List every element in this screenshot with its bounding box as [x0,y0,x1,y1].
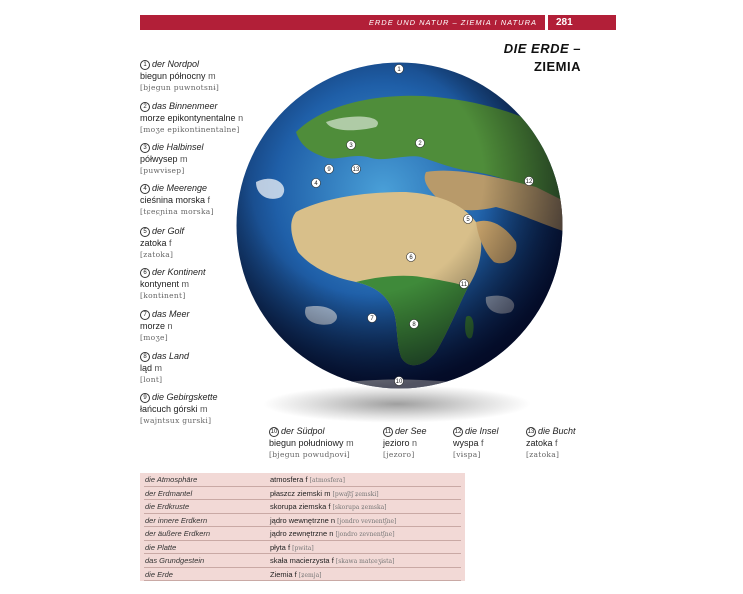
german-term: der Golf [152,226,185,236]
entry-number: 8 [140,352,150,362]
german-term: die Halbinsel [152,142,204,152]
gender-tag: n [412,437,418,448]
polish-line [269,438,354,450]
pronunciation: [vɨspa] [453,450,481,459]
german-line [140,226,184,238]
vocab-entry [453,426,499,461]
svg-text:10: 10 [395,379,403,385]
marker-8 [410,320,419,329]
polish-term: morze epikontynentalne [140,112,236,123]
german-term: die Erdkruste [145,502,190,511]
german-term: die Erde [145,569,173,579]
vocab-entry [140,309,190,344]
page-number: 281 [548,15,616,30]
gender-tag: m [180,153,188,164]
pronunciation: [puwvɨsep] [140,166,185,175]
german-term: die Gebirgskette [152,392,218,402]
german-term: die Meerenge [152,183,208,193]
marker-7 [368,314,377,323]
entry-number: 13 [527,429,535,435]
entry-number: 6 [140,268,150,278]
german-line [383,426,427,438]
table-row [140,514,465,528]
gender-tag: m [208,70,216,81]
entry-number: 9 [140,393,150,403]
gender-tag: f [481,437,484,448]
svg-text:4: 4 [314,181,318,187]
vocab-entry [140,392,218,427]
gender-tag: f [169,237,172,248]
pronunciation: [jondro vevnentʃne] [337,517,397,525]
entry-number: 5 [140,227,150,237]
gender-tag: n [330,515,336,525]
pronunciation: [jondro zevnentʃne] [335,531,395,538]
svg-text:7: 7 [370,316,374,322]
german-line [140,101,243,113]
polish-term: jezioro [383,437,410,448]
polish-term: Ziemia [270,569,293,579]
pronunciation: [ʑemja] [298,571,322,579]
german-term: der Erdmantel [145,488,193,498]
polish-line [140,195,214,207]
gender-tag: n [329,529,334,538]
gender-tag: f [305,475,308,484]
pronunciation: [skorupa ʑemska] [332,504,387,511]
german-term: der innere Erdkern [145,515,208,525]
pronunciation: [tɕeɕɲina morska] [140,207,214,216]
table-row [140,500,465,514]
gender-tag: m [181,278,190,289]
entry-number: 2 [140,102,150,112]
vocab-entry [140,351,189,386]
pronunciation: [bjegun powudɲovɨ] [269,450,351,459]
svg-text:12: 12 [525,179,533,185]
german-line [526,426,576,438]
german-term: die Platte [145,542,177,552]
entry-number: 1 [140,60,150,70]
polish-line [453,438,499,450]
entry-number: 11 [384,429,392,435]
marker-6 [407,253,416,262]
svg-text:11: 11 [460,282,468,288]
polish-term: morze [140,320,166,331]
polish-term: płaszcz ziemski [270,488,323,498]
polish-line [140,279,206,291]
german-term: das Meer [152,309,190,319]
vocab-table [140,473,465,581]
pronunciation: [zatoka] [526,450,560,459]
german-term: der Nordpol [152,59,200,69]
title-polish: ZIEMIA [533,59,581,74]
gender-tag: m [324,488,331,498]
pronunciation: [wajntsux gurski] [140,416,212,425]
title-german: DIE ERDE – [503,41,581,56]
svg-text:6: 6 [409,255,413,261]
polish-term: jądro zewnętrzne [270,529,328,538]
polish-term: łańcuch górski [140,403,198,414]
globe-shadow [262,385,532,423]
vocab-entry [140,59,219,94]
vocab-entry [526,426,576,461]
vocab-entry [140,226,184,261]
polish-term: skorupa ziemska [270,502,327,511]
german-term: der Kontinent [152,267,206,277]
table-row [140,554,465,568]
svg-text:9: 9 [327,167,331,173]
svg-text:1: 1 [397,67,401,73]
german-term: der äußere Erdkern [145,529,211,538]
german-line [140,392,218,404]
gender-tag: m [346,437,354,448]
table-row [140,541,465,555]
earth-globe-image [236,62,563,389]
gender-tag: f [331,556,334,565]
pronunciation: [atmosfera] [309,477,345,484]
polish-line [140,71,219,83]
pronunciation: [pwɨta] [292,544,314,552]
german-line [140,351,189,363]
polish-line [383,438,427,450]
table-row [140,473,465,487]
polish-term: atmosfera [270,475,304,484]
gender-tag: n [167,320,173,331]
entry-number: 4 [140,184,150,194]
table-row [140,568,465,582]
marker-2 [416,139,425,148]
entry-number: 3 [140,143,150,153]
gender-tag: f [294,569,297,579]
entry-number: 7 [140,310,150,320]
polish-term: biegun południowy [269,437,344,448]
polish-line [140,113,243,125]
gender-tag: f [287,542,291,552]
polish-term: zatoka [140,237,167,248]
pronunciation: [pwaʃtʃ ʑemski] [332,490,379,498]
marker-1 [395,65,404,74]
vocab-entry [269,426,354,461]
german-term: das Binnenmeer [152,101,218,111]
pronunciation: [lont] [140,375,163,384]
pronunciation: [skawa matɕeʒɨsta] [335,558,395,565]
svg-text:8: 8 [412,322,416,328]
svg-text:3: 3 [349,143,353,149]
svg-text:2: 2 [418,141,422,147]
svg-text:13: 13 [352,167,360,173]
gender-tag: n [238,112,244,123]
gender-tag: m [200,403,208,414]
gender-tag: f [328,502,331,511]
polish-term: wyspa [453,437,479,448]
gender-tag: f [555,437,558,448]
marker-10 [395,377,404,386]
polish-term: kontynent [140,278,180,289]
polish-line [140,154,204,166]
vocab-entry [140,267,206,302]
polish-term: zatoka [526,437,553,448]
polish-term: biegun północny [140,70,206,81]
entry-number: 10 [270,429,278,435]
section-header: ERDE UND NATUR – ZIEMIA I NATURA [140,15,545,30]
pronunciation: [moʒe epikontɨnentalne] [140,125,240,134]
german-term: die Atmosphäre [145,475,198,484]
polish-term: ląd [140,362,153,373]
polish-line [140,363,189,375]
polish-line [140,404,218,416]
german-term: der Südpol [281,426,325,436]
row-divider [144,580,461,581]
german-term: der See [395,426,427,436]
marker-13 [352,165,361,174]
gender-tag: m [154,362,163,373]
german-term: die Bucht [538,426,576,436]
marker-12 [525,177,534,186]
marker-9 [325,165,334,174]
table-row [140,487,465,501]
marker-5 [464,215,473,224]
vocab-entry [140,101,243,136]
german-line [140,267,206,279]
polish-line [140,238,184,250]
german-line [269,426,354,438]
german-line [140,309,190,321]
polish-term: półwysep [140,153,178,164]
pronunciation: [bjegun puwnotsnɨ] [140,83,220,92]
marker-11 [460,280,469,289]
german-line [140,59,219,71]
german-line [453,426,499,438]
polish-term: jądro wewnętrzne [270,515,329,525]
pronunciation: [moʒe] [140,333,168,342]
german-line [140,142,204,154]
german-term: das Grundgestein [145,556,205,565]
gender-tag: f [207,194,211,205]
vocab-entry [140,183,214,218]
svg-text:5: 5 [466,217,470,223]
vocab-entry [383,426,427,461]
german-term: das Land [152,351,190,361]
polish-term: cieśnina morska [140,194,206,205]
marker-3 [347,141,356,150]
pronunciation: [kontɨnent] [140,291,186,300]
pronunciation: [zatoka] [140,250,174,259]
polish-line [526,438,576,450]
marker-4 [312,179,321,188]
entry-number: 12 [454,429,462,435]
pronunciation: [jezoro] [383,450,415,459]
german-line [140,183,214,195]
polish-term: płyta [270,542,286,552]
vocab-entry [140,142,204,177]
polish-term: skała macierzysta [270,556,330,565]
german-term: die Insel [465,426,499,436]
table-row [140,527,465,541]
polish-line [140,321,190,333]
